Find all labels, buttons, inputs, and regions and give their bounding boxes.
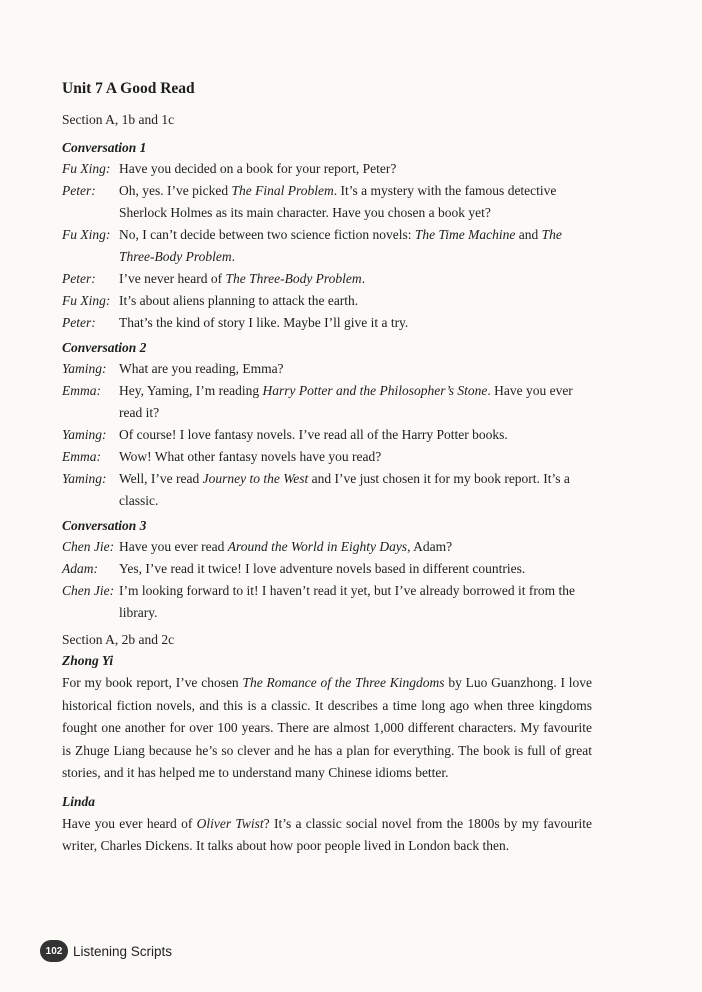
dialogue-line bbox=[62, 536, 592, 558]
text-segment: It’s about aliens planning to attack the earth. bbox=[119, 293, 359, 308]
dialogue-text bbox=[119, 558, 592, 580]
speaker-label: Emma: bbox=[62, 449, 101, 464]
dialogue-line bbox=[62, 268, 592, 290]
speaker-label: Peter: bbox=[62, 271, 96, 286]
script-page bbox=[62, 80, 592, 864]
text-segment: . It’s a mystery with the famous detective Sherlock Holmes as its main character. Have you chosen a book yet? bbox=[119, 183, 557, 220]
conversation-2 bbox=[62, 340, 592, 512]
text-segment: , Adam? bbox=[407, 539, 453, 554]
section-heading-2: Section A, 2b and 2c bbox=[62, 632, 175, 647]
text-segment: . Have you ever read it? bbox=[119, 383, 573, 420]
text-segment: Well, I’ve read bbox=[119, 471, 203, 486]
text-segment: What are you reading, Emma? bbox=[119, 361, 284, 376]
speaker-label: Adam: bbox=[62, 561, 98, 576]
book-title: Journey to the West bbox=[202, 471, 309, 486]
dialogue-line bbox=[62, 358, 592, 380]
dialogue-text bbox=[119, 380, 592, 424]
text-segment: Have you ever read bbox=[119, 539, 228, 554]
text-segment: I’ve never heard of bbox=[119, 271, 226, 286]
section-heading-1: Section A, 1b and 1c bbox=[62, 112, 175, 127]
book-title: Around the World in Eighty Days bbox=[227, 539, 408, 554]
dialogue-line bbox=[62, 424, 592, 446]
speaker-label: Chen Jie: bbox=[62, 583, 115, 598]
footer-label: Listening Scripts bbox=[73, 943, 173, 959]
speaker-label: Peter: bbox=[62, 183, 96, 198]
dialogue-line bbox=[62, 558, 592, 580]
conversation-title: Conversation 2 bbox=[62, 340, 147, 355]
dialogue-text bbox=[119, 468, 592, 512]
speaker-label: Fu Xing: bbox=[62, 227, 111, 242]
text-segment: Have you ever heard of bbox=[62, 815, 197, 831]
text-segment: Of course! I love fantasy novels. I’ve read all of the Harry Potter books. bbox=[119, 427, 508, 442]
monologue-paragraph bbox=[62, 672, 592, 785]
dialogue-line bbox=[62, 312, 592, 334]
monologue-speaker: Zhong Yi bbox=[62, 653, 114, 668]
text-segment: ? It’s a classic social novel from the 1800s by my favourite writer, Charles Dickens. It talks about how poor people lived in London back then. bbox=[62, 815, 592, 853]
dialogue-line bbox=[62, 290, 592, 312]
monologue-paragraph bbox=[62, 813, 592, 858]
book-title: Harry Potter and the Philosopher’s Stone bbox=[262, 383, 488, 398]
conversation-1 bbox=[62, 140, 592, 334]
speaker-label: Fu Xing: bbox=[62, 161, 111, 176]
dialogue-text bbox=[119, 290, 592, 312]
dialogue-text bbox=[119, 536, 592, 558]
dialogue-line bbox=[62, 180, 592, 224]
dialogue-line bbox=[62, 380, 592, 424]
dialogue-text bbox=[119, 580, 592, 624]
book-title: The Three-Body Problem bbox=[225, 271, 362, 286]
text-segment: and bbox=[515, 227, 542, 242]
text-segment: No, I can’t decide between two science fiction novels: bbox=[119, 227, 415, 242]
text-segment: For my book report, I’ve chosen bbox=[62, 675, 243, 690]
text-segment: . bbox=[231, 249, 235, 264]
book-title: The Three-Body Problem bbox=[119, 227, 562, 264]
page-number-badge: 102 bbox=[40, 940, 68, 962]
text-segment: and I’ve just chosen it for my book report. It’s a classic. bbox=[119, 471, 570, 508]
text-segment: Have you decided on a book for your report, Peter? bbox=[119, 161, 397, 176]
speaker-label: Yaming: bbox=[62, 427, 107, 442]
monologues bbox=[62, 650, 592, 858]
dialogue-line bbox=[62, 468, 592, 512]
speaker-label: Fu Xing: bbox=[62, 293, 111, 308]
dialogue-text bbox=[119, 312, 592, 334]
text-segment: by Luo Guanzhong. I love historical fiction novels, and this is a classic. It describes a time long ago when three kingdoms fought one another for over 100 years. There are almost 1,000 different characters. My favourite is Zhuge Liang because he’s so clever and he has a plan for everything. The book is full of great stories, and it has helped me to understand many Chinese idioms better. bbox=[62, 675, 592, 780]
conversation-title: Conversation 1 bbox=[62, 140, 147, 155]
dialogue-line bbox=[62, 580, 592, 624]
dialogue-line bbox=[62, 446, 592, 468]
speaker-label: Emma: bbox=[62, 383, 101, 398]
text-segment: I’m looking forward to it! I haven’t read it yet, but I’ve already borrowed it from the library. bbox=[119, 583, 575, 620]
dialogue-text bbox=[119, 268, 592, 290]
text-segment: Oh, yes. I’ve picked bbox=[119, 183, 232, 198]
dialogue-line bbox=[62, 224, 592, 268]
speaker-label: Chen Jie: bbox=[62, 539, 115, 554]
text-segment: Hey, Yaming, I’m reading bbox=[119, 383, 263, 398]
dialogue-text bbox=[119, 224, 592, 268]
speaker-label: Peter: bbox=[62, 315, 96, 330]
monologue-speaker: Linda bbox=[62, 793, 96, 809]
book-title: The Romance of the Three Kingdoms bbox=[242, 675, 445, 690]
text-segment: . bbox=[361, 271, 366, 286]
text-segment: Wow! What other fantasy novels have you read? bbox=[119, 449, 382, 464]
dialogue-line bbox=[62, 158, 592, 180]
dialogue-text bbox=[119, 446, 592, 468]
dialogue-text bbox=[119, 180, 592, 224]
book-title: The Final Problem bbox=[231, 183, 334, 198]
book-title: Oliver Twist bbox=[196, 815, 264, 831]
book-title: The Time Machine bbox=[414, 227, 516, 242]
dialogue-text bbox=[119, 158, 592, 180]
dialogue-text bbox=[119, 358, 592, 380]
speaker-label: Yaming: bbox=[62, 361, 107, 376]
text-segment: That’s the kind of story I like. Maybe I’ll give it a try. bbox=[119, 315, 409, 330]
text-segment: Yes, I’ve read it twice! I love adventure novels based in different countries. bbox=[119, 561, 526, 576]
unit-title: Unit 7 A Good Read bbox=[62, 80, 195, 97]
conversations bbox=[62, 140, 592, 624]
conversation-title: Conversation 3 bbox=[62, 518, 147, 533]
dialogue-text bbox=[119, 424, 592, 446]
speaker-label: Yaming: bbox=[62, 471, 107, 486]
page-footer bbox=[40, 940, 172, 962]
conversation-3 bbox=[62, 518, 592, 624]
